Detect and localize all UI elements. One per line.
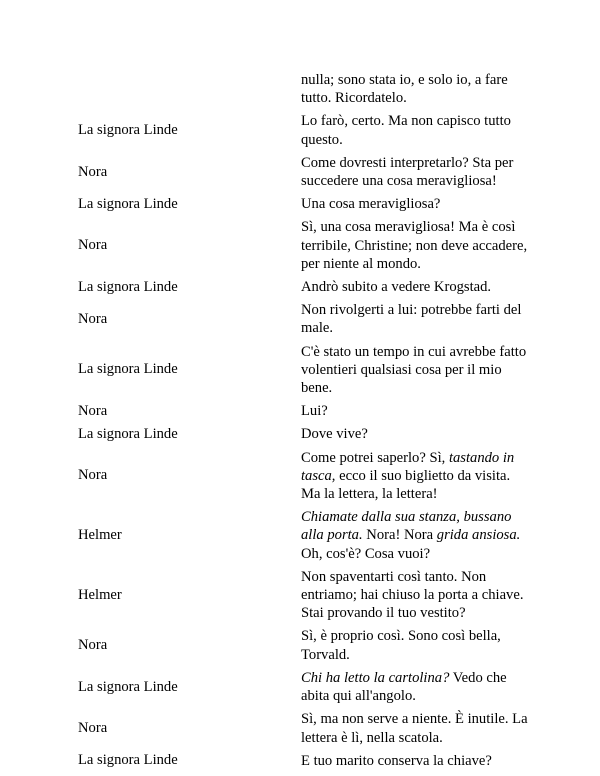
line-text: C'è stato un tempo in cui avrebbe fatto volentieri qualsiasi cosa per il mio bene.: [301, 343, 527, 397]
dialogue-line: [301, 627, 531, 663]
speaker-name: Helmer: [78, 527, 122, 544]
dialogue-table: [78, 71, 538, 770]
dialogue-row: [78, 218, 538, 273]
line-text: Oh, cos'è? Cosa vuoi?: [301, 545, 431, 562]
dialogue-row: [78, 112, 538, 148]
stage-direction: tastando in tasca,: [301, 449, 515, 484]
line-text: Sì, ma non serve a niente. È inutile. La lettera è lì, nella scatola.: [301, 711, 528, 746]
dialogue-line: [301, 218, 531, 273]
dialogue-row: [78, 278, 538, 296]
line-text: Lui?: [301, 403, 328, 420]
dialogue-row: [78, 195, 538, 213]
dialogue-line: [301, 508, 531, 563]
dialogue-line: [301, 154, 531, 190]
line-text: ecco il suo biglietto da visita. Ma la lettera, la lettera!: [301, 467, 511, 503]
stage-direction: Chiamate dalla sua stanza, bussano alla porta.: [301, 509, 512, 544]
speaker-name: La signora Linde: [78, 426, 178, 443]
line-text: E tuo marito conserva la chiave?: [301, 752, 492, 769]
speaker-name: La signora Linde: [78, 122, 178, 139]
dialogue-line: [301, 449, 531, 504]
speaker-name: Nora: [78, 637, 108, 654]
speaker-name: Nora: [78, 163, 108, 180]
dialogue-line: [301, 71, 531, 107]
dialogue-row: [78, 301, 538, 337]
speaker-name: La signora Linde: [78, 195, 178, 212]
dialogue-line: [301, 301, 531, 337]
dialogue-line: [301, 343, 531, 398]
speaker-name: La signora Linde: [78, 752, 178, 769]
line-text: Sì, una cosa meravigliosa! Ma è così terribile, Christine; non deve accadere, per niente al mondo.: [301, 219, 528, 272]
dialogue-row: [78, 402, 538, 420]
dialogue-line: [301, 710, 531, 746]
dialogue-row: [78, 752, 538, 770]
dialogue-row: [78, 425, 538, 443]
speaker-name: Nora: [78, 467, 108, 484]
dialogue-row: [78, 627, 538, 663]
stage-direction: Chi ha letto la cartolina?: [301, 669, 450, 686]
dialogue-line: [301, 195, 531, 213]
dialogue-row: [78, 343, 538, 398]
dialogue-line: [301, 669, 531, 705]
speaker-name: La signora Linde: [78, 361, 178, 378]
line-text: nulla; sono stata io, e solo io, a fare tutto. Ricordatelo.: [301, 72, 508, 107]
dialogue-line: [301, 752, 531, 770]
speaker-name: Nora: [78, 402, 108, 419]
dialogue-row: [78, 710, 538, 746]
speaker-name: Nora: [78, 720, 108, 736]
line-text: Non rivolgerti a lui: potrebbe farti del male.: [301, 302, 522, 337]
line-text: Andrò subito a vedere Krogstad.: [301, 279, 492, 296]
line-text: Come potrei saperlo? Sì,: [301, 449, 449, 466]
line-text: Lo farò, certo. Ma non capisco tutto questo.: [301, 113, 511, 148]
dialogue-line: [301, 402, 531, 420]
dialogue-row: [78, 449, 538, 504]
line-text: Una cosa meravigliosa?: [301, 196, 441, 213]
line-text: Nora! Nora: [362, 527, 437, 544]
line-text: Vedo che abita qui all'angolo.: [301, 669, 507, 705]
dialogue-row: [78, 508, 538, 563]
speaker-name: Nora: [78, 237, 108, 254]
speaker-name: La signora Linde: [78, 278, 178, 295]
speaker-name: Helmer: [78, 586, 122, 603]
dialogue-row: [78, 71, 538, 107]
speaker-name: Nora: [78, 310, 108, 327]
line-text: Sì, è proprio così. Sono così bella, Torvald.: [301, 628, 501, 663]
dialogue-line: [301, 112, 531, 148]
speaker-name: La signora Linde: [78, 678, 178, 695]
stage-direction: grida ansiosa.: [436, 527, 521, 544]
dialogue-row: [78, 154, 538, 190]
line-text: Come dovresti interpretarlo? Sta per succedere una cosa meravigliosa!: [301, 154, 514, 190]
dialogue-row: [78, 568, 538, 623]
dialogue-line: [301, 568, 531, 623]
line-text: Dove vive?: [301, 426, 368, 443]
dialogue-row: [78, 669, 538, 705]
line-text: Non spaventarti così tanto. Non entriamo; hai chiuso la porta a chiave. Stai provando il tuo vestito?: [301, 568, 524, 622]
dialogue-line: [301, 278, 531, 296]
dialogue-line: [301, 425, 531, 443]
